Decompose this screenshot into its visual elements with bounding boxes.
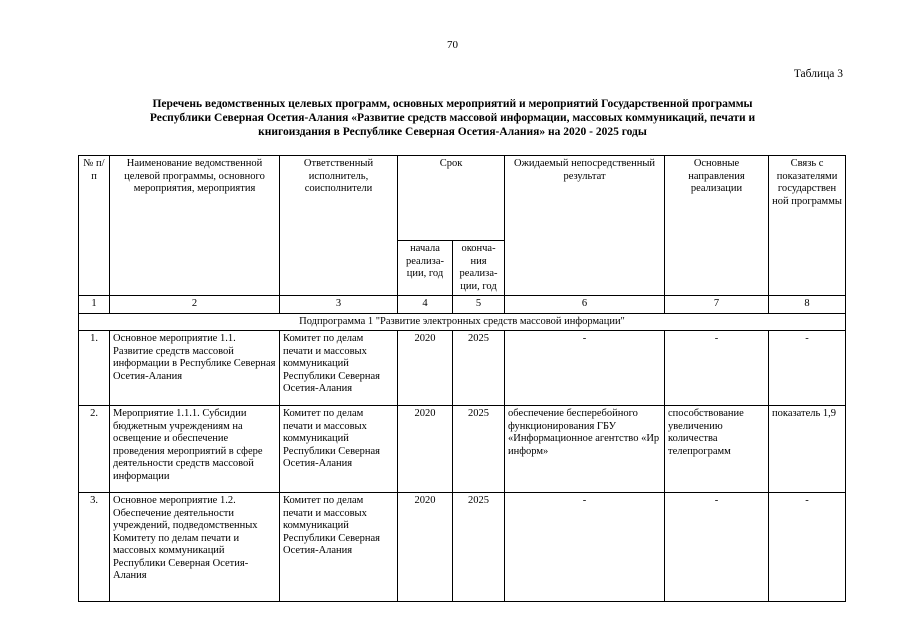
row-link: показатель 1,9 bbox=[769, 406, 846, 493]
row-num: 3. bbox=[79, 493, 110, 602]
row-name: Основное мероприятие 1.2. Обеспечение деятельности учреждений, подведомственных Комитету по делам печати и массовых коммуникаций Республики Северная Осетия-Алания bbox=[110, 493, 280, 602]
table-label: Таблица 3 bbox=[793, 68, 843, 80]
row-end: 2025 bbox=[453, 331, 505, 406]
row-responsible: Комитет по делам печати и массовых коммуникаций Республики Северная Осетия-Алания bbox=[280, 493, 398, 602]
programs-table bbox=[78, 155, 846, 602]
row-start: 2020 bbox=[398, 406, 453, 493]
row-start: 2020 bbox=[398, 331, 453, 406]
col-number: 5 bbox=[453, 296, 505, 314]
header-result: Ожидаемый непосредственный результат bbox=[505, 156, 665, 296]
row-link: - bbox=[769, 331, 846, 406]
col-number: 4 bbox=[398, 296, 453, 314]
header-row bbox=[79, 156, 846, 241]
col-number: 3 bbox=[280, 296, 398, 314]
row-result: - bbox=[505, 331, 665, 406]
col-number: 6 bbox=[505, 296, 665, 314]
header-name: Наименование ведомственной целевой программы, основного мероприятия, мероприятия bbox=[110, 156, 280, 296]
row-responsible: Комитет по делам печати и массовых коммуникаций Республики Северная Осетия-Алания bbox=[280, 331, 398, 406]
header-period: Срок bbox=[398, 156, 505, 241]
row-result: - bbox=[505, 493, 665, 602]
title-line-1: Перечень ведомственных целевых программ, основных мероприятий и мероприятий Государственной программы bbox=[152, 98, 753, 110]
row-name: Мероприятие 1.1.1. Субсидии бюджетным учреждениям на освещение и обеспечение проведения мероприятий в сфере деятельности средств массовой информации bbox=[110, 406, 280, 493]
row-start: 2020 bbox=[398, 493, 453, 602]
header-start: начала реализа-ции, год bbox=[398, 241, 453, 296]
subprogram-row bbox=[79, 313, 846, 331]
subprogram-title: Подпрограмма 1 "Развитие электронных средств массовой информации" bbox=[79, 313, 846, 331]
table-row bbox=[79, 406, 846, 493]
table-row bbox=[79, 331, 846, 406]
header-responsible: Ответственный исполнитель, соисполнители bbox=[280, 156, 398, 296]
table-row bbox=[79, 493, 846, 602]
row-result: обеспечение бесперебойного функционирования ГБУ «Информационное агентство «Ир информ» bbox=[505, 406, 665, 493]
row-end: 2025 bbox=[453, 493, 505, 602]
row-directions: - bbox=[665, 331, 769, 406]
col-number: 1 bbox=[79, 296, 110, 314]
title-line-3: книгоиздания в Республике Северная Осетия-Алания» на 2020 - 2025 годы bbox=[258, 126, 647, 138]
row-num: 1. bbox=[79, 331, 110, 406]
col-number: 8 bbox=[769, 296, 846, 314]
row-name: Основное мероприятие 1.1. Развитие средств массовой информации в Республике Северная Осетия-Алания bbox=[110, 331, 280, 406]
row-directions: способствование увеличению количества телепрограмм bbox=[665, 406, 769, 493]
col-number: 7 bbox=[665, 296, 769, 314]
row-link: - bbox=[769, 493, 846, 602]
row-directions: - bbox=[665, 493, 769, 602]
column-numbers-row bbox=[79, 296, 846, 314]
title-line-2: Республики Северная Осетия-Алания «Развитие средств массовой информации, массовых коммуникаций, печати и bbox=[149, 112, 756, 124]
document-title bbox=[100, 97, 805, 139]
col-number: 2 bbox=[110, 296, 280, 314]
row-end: 2025 bbox=[453, 406, 505, 493]
page-number: 70 bbox=[447, 39, 458, 51]
header-link: Связь с показателями государствен ной программы bbox=[769, 156, 846, 296]
header-directions: Основные направления реализации bbox=[665, 156, 769, 296]
header-end: оконча-ния реализа-ции, год bbox=[453, 241, 505, 296]
header-num: № п/п bbox=[79, 156, 110, 296]
row-num: 2. bbox=[79, 406, 110, 493]
row-responsible: Комитет по делам печати и массовых коммуникаций Республики Северная Осетия-Алания bbox=[280, 406, 398, 493]
